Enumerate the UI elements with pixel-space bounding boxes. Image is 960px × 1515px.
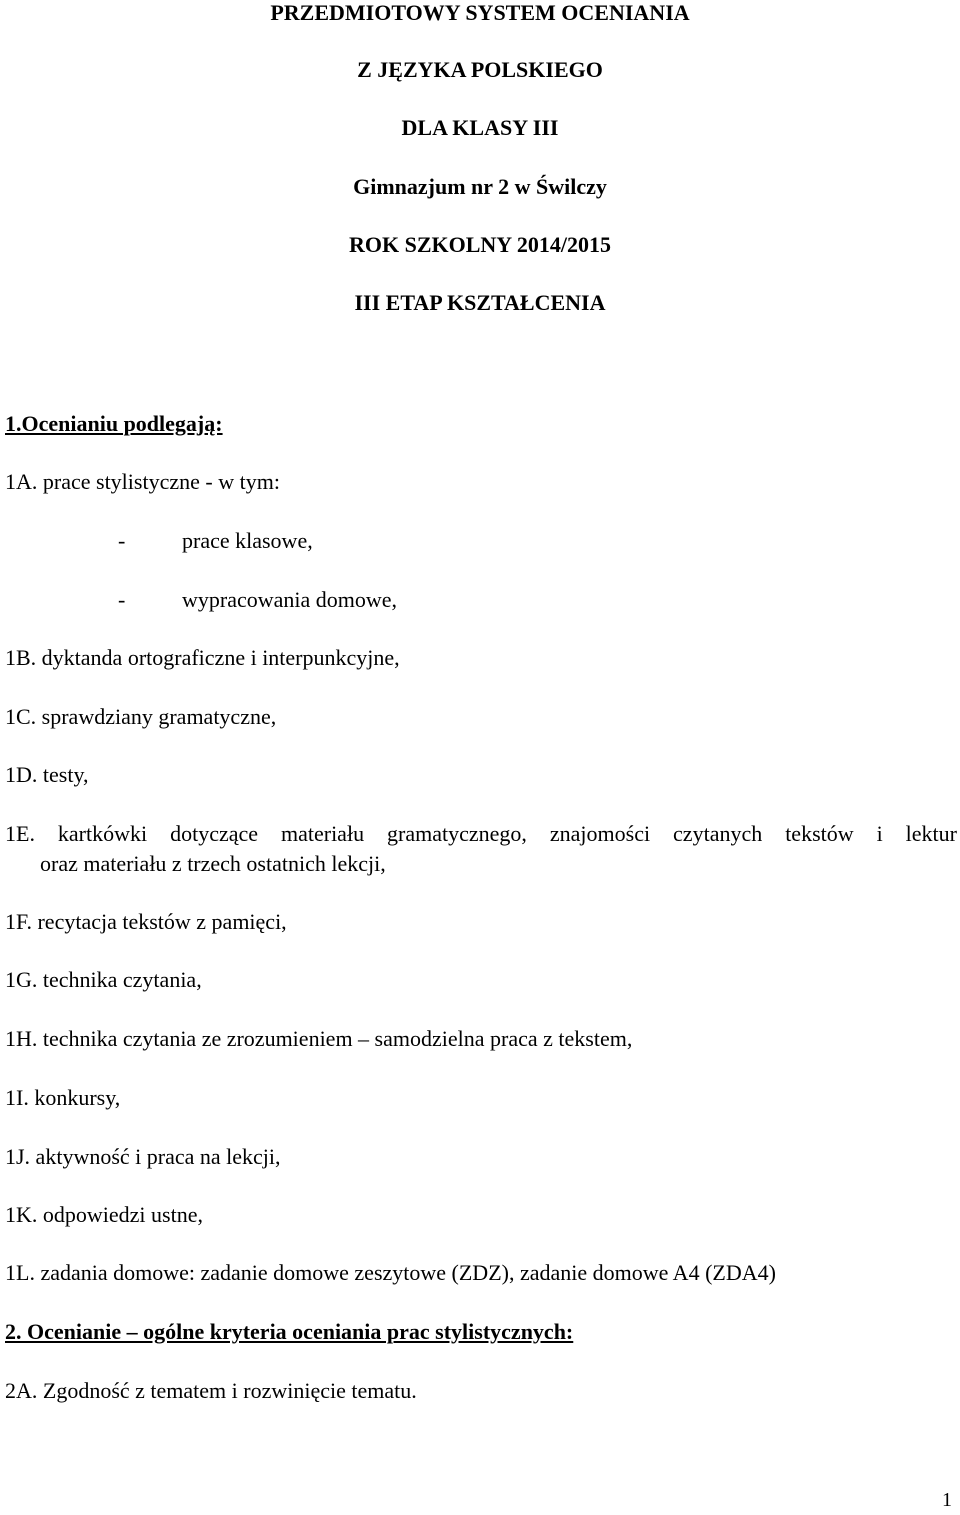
list-item-1i: 1I. konkursy, xyxy=(5,1085,121,1110)
list-item-1c: 1C. sprawdziany gramatyczne, xyxy=(5,704,277,729)
list-item-1g: 1G. technika czytania, xyxy=(5,967,202,992)
list-item-1d: 1D. testy, xyxy=(5,762,89,787)
header-title-line-2: Z JĘZYKA POLSKIEGO xyxy=(357,57,603,82)
sub-list-item-wypracowania xyxy=(118,587,397,613)
sub-list-item-label: prace klasowe, xyxy=(182,528,313,553)
list-item-1e-line-2: oraz materiału z trzech ostatnich lekcji, xyxy=(40,851,386,876)
sub-list-item-prace-klasowe xyxy=(118,528,313,554)
list-item-1e-line-1: 1E. kartkówki dotyczące materiału gramatycznego, znajomości czytanych tekstów i lektur xyxy=(5,821,957,846)
list-item-1b: 1B. dyktanda ortograficzne i interpunkcyjne, xyxy=(5,645,400,670)
header-title-line-1: PRZEDMIOTOWY SYSTEM OCENIANIA xyxy=(270,0,690,25)
page-number: 1 xyxy=(942,1489,952,1511)
list-item-1k: 1K. odpowiedzi ustne, xyxy=(5,1202,203,1227)
header-school-line: Gimnazjum nr 2 w Świlczy xyxy=(353,174,607,199)
section-1-title: 1.Ocenianiu podlegają: xyxy=(5,411,223,436)
list-item-2a: 2A. Zgodność z tematem i rozwinięcie tematu. xyxy=(5,1378,417,1403)
list-dash: - xyxy=(118,528,126,553)
list-item-1f: 1F. recytacja tekstów z pamięci, xyxy=(5,909,287,934)
list-item-1a: 1A. prace stylistyczne - w tym: xyxy=(5,469,280,494)
header-school-year-line: ROK SZKOLNY 2014/2015 xyxy=(349,232,611,257)
list-dash: - xyxy=(118,587,126,612)
list-item-1l: 1L. zadania domowe: zadanie domowe zeszytowe (ZDZ), zadanie domowe A4 (ZDA4) xyxy=(5,1260,776,1285)
header-class-line: DLA KLASY III xyxy=(401,115,559,140)
list-item-1h: 1H. technika czytania ze zrozumieniem – samodzielna praca z tekstem, xyxy=(5,1026,633,1051)
list-item-1j: 1J. aktywność i praca na lekcji, xyxy=(5,1144,281,1169)
section-2-title: 2. Ocenianie – ogólne kryteria oceniania prac stylistycznych: xyxy=(5,1319,574,1344)
sub-list-item-label: wypracowania domowe, xyxy=(182,587,398,612)
header-stage-line: III ETAP KSZTAŁCENIA xyxy=(354,290,606,315)
